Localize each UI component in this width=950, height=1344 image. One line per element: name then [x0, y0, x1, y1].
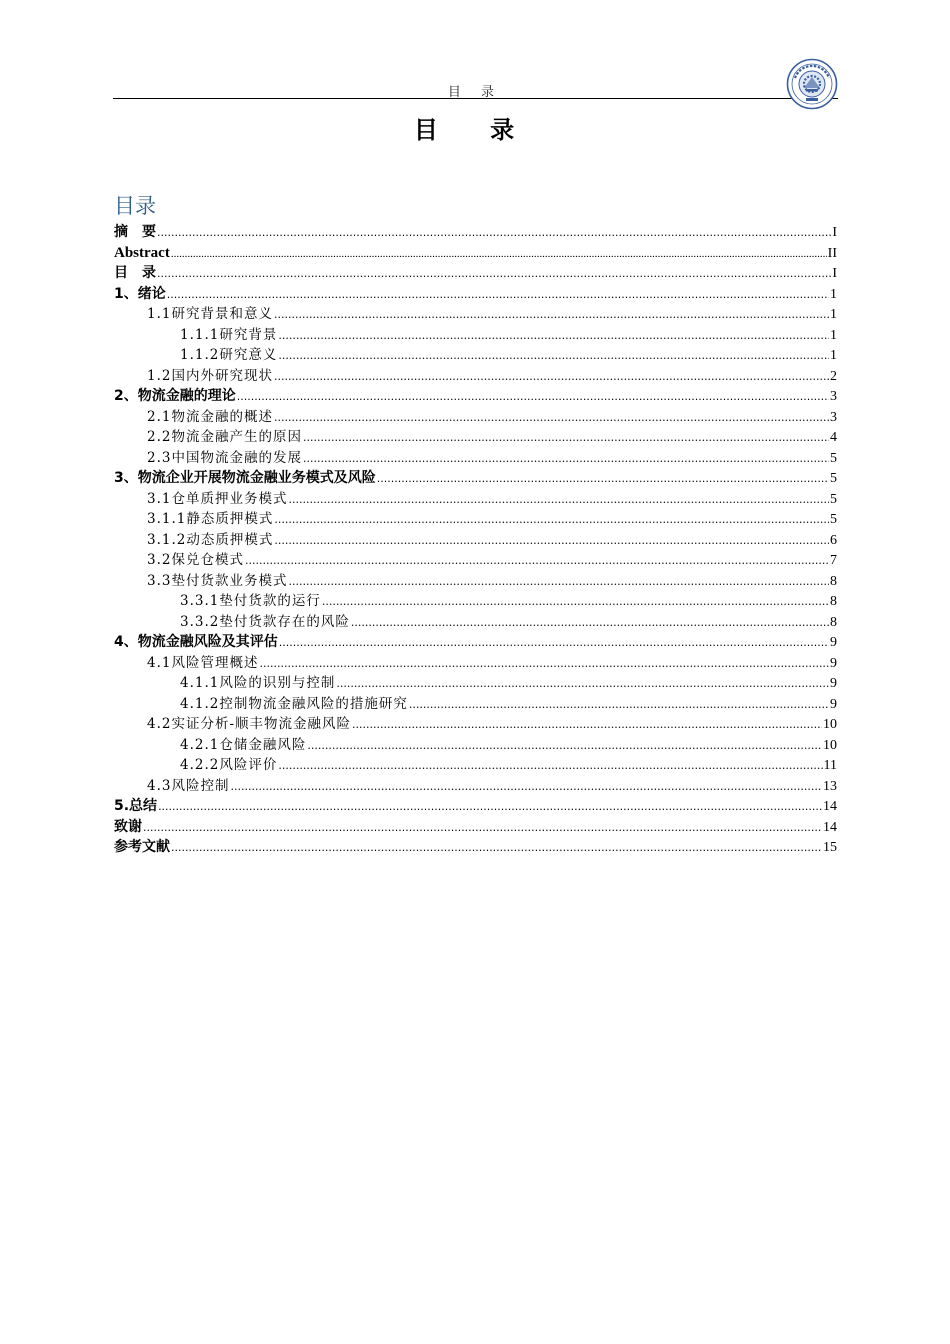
- toc-entry-label: 2.3中国物流金融的发展: [147, 449, 302, 466]
- toc-dot-leader: [274, 367, 829, 388]
- toc-entry-label: 5.总结: [114, 798, 158, 814]
- toc-entry-page-number: II: [827, 245, 837, 261]
- toc-entry[interactable]: [114, 448, 837, 469]
- toc-entry[interactable]: [114, 571, 837, 592]
- toc-entry-label: 3.1.2动态质押模式: [147, 531, 274, 548]
- toc-dot-leader: [279, 633, 829, 654]
- toc-entry[interactable]: [114, 653, 837, 674]
- toc-entry-page-number: 11: [823, 758, 837, 773]
- toc-entry-page-number: 8: [830, 573, 837, 589]
- toc-entry-label: 3.1仓单质押业务模式: [147, 490, 288, 507]
- toc-entry-label: 1.2国内外研究现状: [147, 367, 273, 384]
- toc-entry[interactable]: [114, 243, 837, 264]
- toc-entry-label: 2.1物流金融的概述: [147, 408, 273, 425]
- toc-entry-label: 3.3.1垫付货款的运行: [180, 593, 321, 609]
- toc-entry-page-number: 10: [823, 737, 837, 753]
- toc-entry-page-number: 1: [830, 348, 837, 363]
- toc-entry-page-number: 9: [830, 655, 837, 671]
- toc-entry-label: 4.2实证分析-顺丰物流金融风险: [147, 716, 352, 732]
- toc-entry[interactable]: [114, 345, 837, 366]
- toc-dot-leader: [274, 510, 829, 531]
- toc-entry[interactable]: [114, 386, 837, 407]
- toc-entry-label: 4.1.2控制物流金融风险的措施研究: [180, 695, 408, 712]
- toc-dot-leader: [351, 613, 829, 634]
- toc-entry[interactable]: [114, 304, 837, 325]
- toc-entry-label: 4.3风险控制: [147, 777, 230, 794]
- toc-entry-page-number: 5: [830, 450, 837, 466]
- toc-entry-page-number: 1: [830, 286, 837, 302]
- toc-dot-leader: [237, 387, 829, 408]
- toc-entry-page-number: 2: [830, 368, 837, 384]
- toc-entry-label: 3.3垫付货款业务模式: [147, 572, 288, 589]
- toc-dot-leader: [157, 264, 831, 285]
- toc-dot-leader: [157, 223, 831, 244]
- toc-dot-leader: [274, 531, 829, 552]
- toc-entry[interactable]: [114, 755, 837, 776]
- toc-dot-leader: [278, 326, 829, 347]
- toc-entry-page-number: 3: [830, 409, 837, 425]
- toc-entry[interactable]: [114, 694, 837, 715]
- header-rule: [113, 98, 838, 99]
- toc-entry-page-number: 9: [830, 696, 837, 712]
- toc-entry-page-number: I: [832, 225, 837, 240]
- toc-entry-page-number: 7: [830, 553, 837, 568]
- toc-dot-leader: [171, 838, 822, 859]
- toc-dot-leader: [143, 818, 822, 839]
- toc-dot-leader: [171, 244, 827, 265]
- toc-entry[interactable]: [114, 222, 837, 243]
- toc-dot-leader: [288, 490, 829, 511]
- toc-entry-label: 3.3.2垫付货款存在的风险: [180, 613, 350, 630]
- toc-entry-label: 4.1风险管理概述: [147, 654, 259, 671]
- toc-dot-leader: [278, 346, 829, 367]
- running-header: 目 录: [447, 85, 503, 100]
- toc-entry[interactable]: [114, 673, 837, 694]
- toc-heading: 目录: [114, 194, 156, 218]
- toc-entry-page-number: 5: [830, 471, 837, 486]
- toc-dot-leader: [303, 428, 829, 449]
- toc-entry-label: 摘 要: [114, 224, 156, 240]
- toc-entry-page-number: 15: [823, 840, 837, 855]
- toc-entry[interactable]: [114, 468, 837, 489]
- toc-entry[interactable]: [114, 632, 837, 653]
- toc-entry-label: 1、绪论: [114, 285, 166, 302]
- toc-entry[interactable]: [114, 407, 837, 428]
- toc-dot-leader: [274, 305, 829, 326]
- toc-entry-label: 参考文献: [114, 839, 170, 855]
- toc-entry-page-number: 1: [830, 307, 837, 322]
- toc-dot-leader: [278, 756, 822, 777]
- toc-entry-label: 3.2保兑仓模式: [147, 552, 244, 568]
- toc-entry-page-number: 14: [823, 799, 837, 814]
- toc-entry-label: 2.2物流金融产生的原因: [147, 429, 302, 445]
- toc-entry-label: 致谢: [114, 818, 142, 835]
- toc-entry[interactable]: [114, 489, 837, 510]
- toc-entry-page-number: 9: [830, 676, 837, 691]
- toc-dot-leader: [307, 736, 822, 757]
- toc-dot-leader: [288, 572, 829, 593]
- toc-dot-leader: [167, 285, 829, 306]
- toc-entry-page-number: 13: [823, 778, 837, 794]
- toc-entry-page-number: 4: [830, 430, 837, 445]
- toc-entry-page-number: 9: [830, 635, 837, 650]
- toc-entry[interactable]: [114, 612, 837, 633]
- toc-entry[interactable]: [114, 550, 837, 571]
- toc-entry[interactable]: [114, 837, 837, 858]
- page-title: 目 录: [413, 116, 537, 144]
- toc-dot-leader: [409, 695, 829, 716]
- toc-entry-page-number: 5: [830, 512, 837, 527]
- toc-entry-page-number: 6: [830, 532, 837, 548]
- toc-entry-label: 4.1.1风险的识别与控制: [180, 675, 336, 691]
- table-of-contents: [114, 222, 837, 858]
- toc-entry-label: 1.1.2研究意义: [180, 347, 278, 363]
- toc-entry-page-number: 1: [830, 327, 837, 343]
- toc-entry-page-number: 10: [823, 717, 837, 732]
- toc-dot-leader: [303, 449, 829, 470]
- toc-entry[interactable]: [114, 263, 837, 284]
- toc-entry-label: 3、物流企业开展物流金融业务模式及风险: [114, 470, 376, 486]
- toc-entry-label: 4.2.1仓储金融风险: [180, 736, 307, 753]
- toc-entry[interactable]: [114, 776, 837, 797]
- toc-dot-leader: [230, 777, 822, 798]
- toc-entry-label: 3.1.1静态质押模式: [147, 511, 274, 527]
- toc-dot-leader: [352, 715, 822, 736]
- toc-dot-leader: [245, 551, 829, 572]
- toc-entry[interactable]: [114, 714, 837, 735]
- toc-entry[interactable]: [114, 735, 837, 756]
- toc-entry[interactable]: [114, 509, 837, 530]
- toc-dot-leader: [274, 408, 829, 429]
- toc-dot-leader: [259, 654, 829, 675]
- toc-entry-page-number: 8: [830, 594, 837, 609]
- toc-entry[interactable]: [114, 427, 837, 448]
- toc-entry[interactable]: [114, 817, 837, 838]
- toc-entry-page-number: 3: [830, 389, 837, 404]
- toc-entry-page-number: 5: [830, 491, 837, 507]
- toc-entry-label: 目 录: [114, 265, 156, 281]
- toc-entry-label: Abstract: [114, 244, 170, 261]
- toc-entry[interactable]: [114, 796, 837, 817]
- toc-entry-label: 4.2.2风险评价: [180, 757, 278, 773]
- toc-entry[interactable]: [114, 284, 837, 305]
- toc-dot-leader: [377, 469, 829, 490]
- toc-entry-label: 2、物流金融的理论: [114, 388, 236, 404]
- toc-entry[interactable]: [114, 530, 837, 551]
- toc-dot-leader: [322, 592, 829, 613]
- toc-entry-page-number: 8: [830, 614, 837, 630]
- toc-entry[interactable]: [114, 325, 837, 346]
- toc-dot-leader: [158, 797, 822, 818]
- toc-entry-page-number: 14: [823, 819, 837, 835]
- toc-entry-label: 1.1研究背景和意义: [147, 306, 273, 322]
- toc-entry[interactable]: [114, 366, 837, 387]
- toc-entry-page-number: I: [832, 266, 837, 281]
- university-seal-icon: [786, 58, 838, 110]
- toc-entry[interactable]: [114, 591, 837, 612]
- toc-dot-leader: [336, 674, 829, 695]
- toc-entry-label: 1.1.1研究背景: [180, 326, 278, 343]
- toc-entry-label: 4、物流金融风险及其评估: [114, 634, 278, 650]
